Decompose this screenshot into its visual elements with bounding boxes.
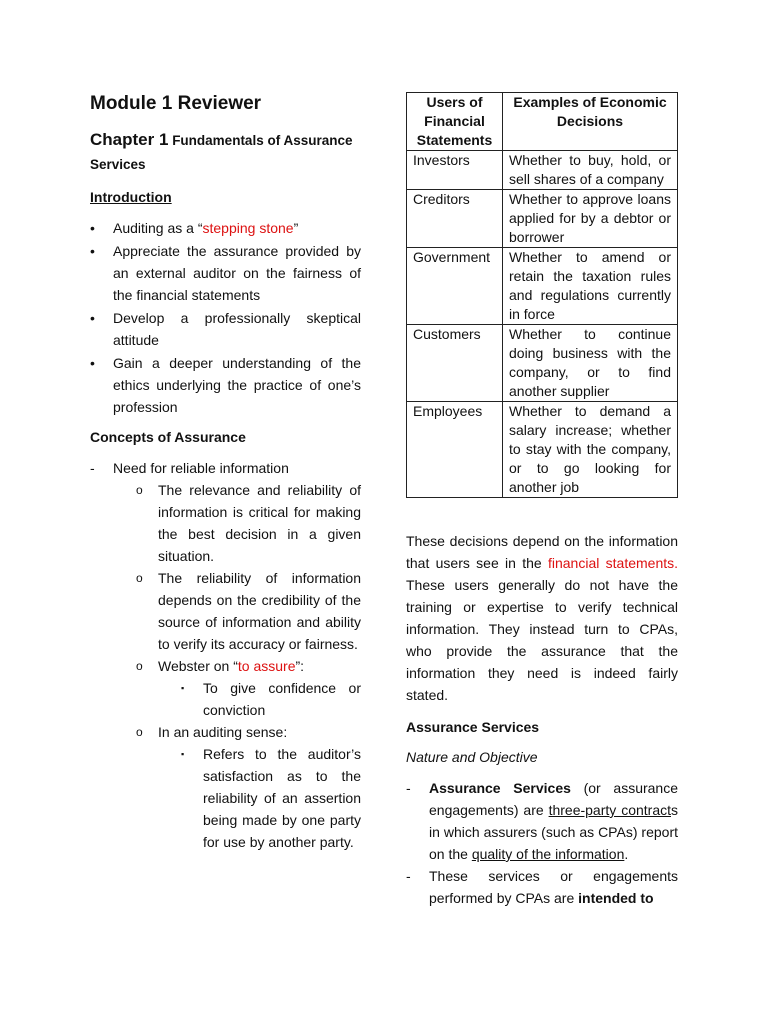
list-item: ▪ Refers to the auditor’s satisfaction as to the reliability of an assertion being made by one party for use by another party. [181, 746, 361, 850]
right-column [406, 92, 678, 909]
highlight-text: to assure [237, 658, 296, 674]
concepts-heading: Concepts of Assurance [90, 429, 246, 445]
highlight-text: stepping stone [202, 220, 294, 236]
list-item: o Webster on “to assure”: [136, 658, 305, 674]
chapter-title: Fundamentals of Assurance Services [90, 133, 353, 172]
intro-list [90, 217, 361, 418]
decisions-paragraph: These decisions depend on the information that users see in the financial statements. These users generally do not have the training or expertise to verify technical information. They instead turn to CPAs, who provide the assurance that the information they need is indeed fairly stated. [406, 533, 679, 703]
list-item: - Need for reliable information [90, 460, 289, 476]
table-cell: Employees [407, 402, 503, 498]
assurance-services-heading: Assurance Services [406, 719, 540, 735]
list-item: • Gain a deeper understanding of the ethics underlying the practice of one’s profession [90, 355, 361, 415]
list-item: • Auditing as a “stepping stone” [90, 220, 299, 236]
table-cell: Whether to amend or retain the taxation rules and regulations currently in force [503, 248, 678, 325]
definition-item: - These services or engagements performed by CPAs are intended to [406, 868, 678, 906]
table-cell: Creditors [407, 190, 503, 248]
concepts-list [90, 457, 361, 853]
nature-objective-heading: Nature and Objective [406, 749, 538, 765]
table-row [407, 325, 678, 402]
introduction-heading: Introduction [90, 189, 172, 205]
table-row [407, 190, 678, 248]
page-title: Module 1 Reviewer [90, 93, 262, 114]
left-column [90, 92, 361, 853]
table-cell: Whether to approve loans applied for by a debtor or borrower [503, 190, 678, 248]
table-row [407, 248, 678, 325]
table-cell: Whether to continue doing business with the company, or to find another supplier [503, 325, 678, 402]
highlight-text: financial statements. [547, 555, 679, 571]
list-item: ▪ To give confidence or conviction [181, 680, 361, 718]
list-item: o In an auditing sense: [136, 724, 288, 740]
list-item: • Develop a professionally skeptical attitude [90, 310, 361, 348]
column-header: Users of Financial Statements [407, 93, 503, 151]
chapter-heading [90, 128, 361, 177]
list-item: • Appreciate the assurance provided by an external auditor on the fairness of the financial statements [90, 243, 361, 303]
users-decisions-table [406, 92, 678, 498]
column-header: Examples of Economic Decisions [503, 93, 678, 151]
table-cell: Whether to buy, hold, or sell shares of a company [503, 151, 678, 190]
table-cell: Investors [407, 151, 503, 190]
chapter-number: Chapter 1 [90, 130, 169, 149]
table-header-row [407, 93, 678, 151]
table-row [407, 402, 678, 498]
list-item: o The reliability of information depends on the credibility of the source of information and ability to verify its accuracy or fairness. [136, 570, 361, 652]
table-row [407, 151, 678, 190]
table-cell: Whether to demand a salary increase; whether to stay with the company, or to go looking for another job [503, 402, 678, 498]
table-cell: Government [407, 248, 503, 325]
list-item: o The relevance and reliability of information is critical for making the best decision in a given situation. [136, 482, 361, 564]
table-cell: Customers [407, 325, 503, 402]
definition-item: - Assurance Services (or assurance engagements) are three-party contracts in which assurers (such as CPAs) report on the quality of the information. [406, 780, 679, 862]
